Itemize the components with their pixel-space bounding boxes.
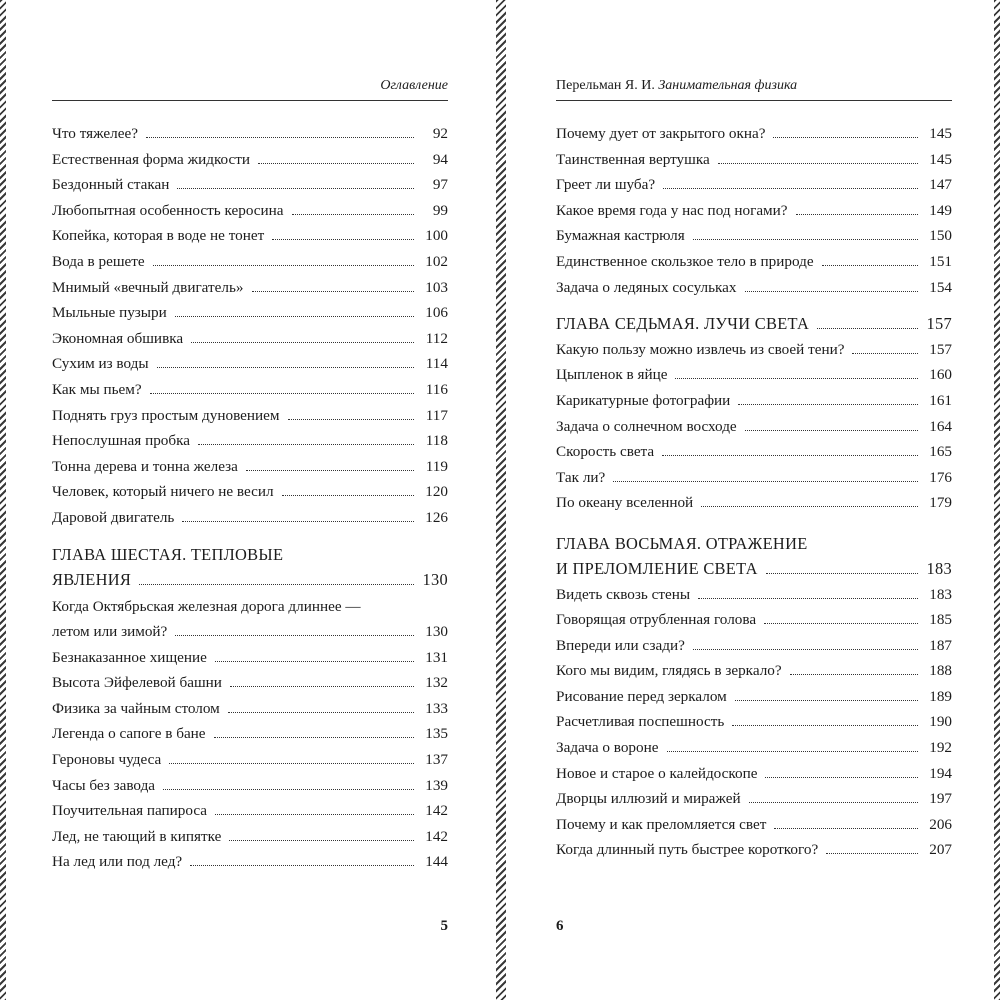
entry-title: По океану вселенной xyxy=(556,494,694,512)
page-ref: 139 xyxy=(425,776,448,794)
page-ref: 197 xyxy=(929,790,952,808)
toc-row[interactable] xyxy=(556,465,952,491)
dot-leader xyxy=(662,455,918,456)
entry-title: Карикатурные фотографии xyxy=(556,391,731,409)
left-page xyxy=(52,0,448,1000)
toc-row[interactable] xyxy=(52,249,448,275)
dot-leader xyxy=(153,265,414,266)
running-head xyxy=(556,78,952,98)
header-rule xyxy=(556,100,952,101)
entry-title: Безнаказанное хищение xyxy=(52,648,207,666)
page-ref: 103 xyxy=(425,278,448,296)
dot-leader xyxy=(693,649,918,650)
dot-leader xyxy=(773,137,918,138)
page-ref: 144 xyxy=(425,853,448,871)
page-ref: 137 xyxy=(425,751,448,769)
toc-entries xyxy=(52,645,448,875)
page-edge-right xyxy=(994,0,1000,1000)
chapter-title: ГЛАВА СЕДЬМАЯ. ЛУЧИ СВЕТА xyxy=(556,314,810,334)
page-ref: 161 xyxy=(929,391,952,409)
dot-leader xyxy=(663,188,918,189)
toc-row[interactable] xyxy=(52,721,448,747)
dot-leader xyxy=(852,353,918,354)
page-ref: 94 xyxy=(432,150,448,168)
toc-row[interactable] xyxy=(556,786,952,812)
entry-title: Сухим из воды xyxy=(52,355,149,373)
dot-leader xyxy=(749,802,918,803)
running-head-author: Перельман Я. И. xyxy=(556,78,655,93)
entry-title: Героновы чудеса xyxy=(52,751,162,769)
page-ref: 100 xyxy=(425,227,448,245)
right-page xyxy=(556,0,952,1000)
toc-row[interactable] xyxy=(556,633,952,659)
page-ref: 187 xyxy=(929,636,952,654)
toc-row[interactable] xyxy=(52,773,448,799)
toc-row[interactable] xyxy=(556,837,952,863)
page-ref: 142 xyxy=(425,827,448,845)
header-rule xyxy=(52,100,448,101)
dot-leader xyxy=(182,521,414,522)
toc-row[interactable] xyxy=(52,223,448,249)
toc-row[interactable] xyxy=(52,403,448,429)
page-ref: 188 xyxy=(929,662,952,680)
dot-leader xyxy=(169,763,414,764)
entry-title: Копейка, которая в воде не тонет xyxy=(52,227,265,245)
dot-leader xyxy=(693,239,918,240)
dot-leader xyxy=(198,444,414,445)
page-ref: 154 xyxy=(929,278,952,296)
page-number: 6 xyxy=(556,918,564,934)
dot-leader xyxy=(139,584,414,585)
toc-row[interactable] xyxy=(556,147,952,173)
toc-row[interactable] xyxy=(556,812,952,838)
dot-leader xyxy=(214,737,414,738)
entry-title: Как мы пьем? xyxy=(52,380,142,398)
page-ref: 160 xyxy=(929,366,952,384)
dot-leader xyxy=(745,291,919,292)
chapter-heading xyxy=(556,311,952,337)
toc-row[interactable] xyxy=(556,275,952,301)
page-ref: 151 xyxy=(929,252,952,270)
toc-row[interactable] xyxy=(52,567,448,593)
entry-title: Поднять груз простым дуновением xyxy=(52,406,280,424)
toc-row[interactable] xyxy=(556,607,952,633)
page-ref: 112 xyxy=(425,329,448,347)
toc-entries xyxy=(556,121,952,300)
toc-row[interactable] xyxy=(556,684,952,710)
toc-row[interactable] xyxy=(556,658,952,684)
entry-title: Что тяжелее? xyxy=(52,125,138,142)
toc-entry-multiline[interactable] xyxy=(52,595,448,645)
toc-row[interactable] xyxy=(52,377,448,403)
dot-leader xyxy=(774,828,918,829)
toc-row[interactable] xyxy=(556,490,952,516)
dot-leader xyxy=(229,840,414,841)
toc-entries xyxy=(556,337,952,516)
dot-leader xyxy=(146,137,414,138)
entry-title-line2: летом или зимой? xyxy=(52,623,168,641)
entry-title: На лед или под лед? xyxy=(52,853,183,871)
page-ref: 192 xyxy=(929,739,952,757)
page-ref: 165 xyxy=(929,443,952,461)
toc-row[interactable] xyxy=(556,249,952,275)
dot-leader xyxy=(252,291,414,292)
page-ref: 206 xyxy=(929,815,952,833)
entry-title: Экономная обшивка xyxy=(52,329,184,347)
page-ref: 183 xyxy=(929,585,952,603)
entry-title: Человек, который ничего не весил xyxy=(52,483,274,501)
page-ref: 185 xyxy=(929,611,952,629)
entry-title: Часы без завода xyxy=(52,776,156,794)
entry-title: Высота Эйфелевой башни xyxy=(52,674,222,692)
dot-leader xyxy=(817,328,918,329)
page-ref: 131 xyxy=(425,648,448,666)
entry-title: Греет ли шуба? xyxy=(556,176,656,194)
dot-leader xyxy=(190,865,414,866)
dot-leader xyxy=(215,661,414,662)
page-number: 5 xyxy=(440,918,448,934)
page-ref: 179 xyxy=(929,494,952,512)
page-ref: 194 xyxy=(929,764,952,782)
toc-row[interactable] xyxy=(556,337,952,363)
dot-leader xyxy=(292,214,414,215)
toc-row[interactable] xyxy=(52,479,448,505)
dot-leader xyxy=(215,814,414,815)
chapter-title-line1: ГЛАВА ШЕСТАЯ. ТЕПЛОВЫЕ xyxy=(52,544,284,564)
toc-row[interactable] xyxy=(556,172,952,198)
entry-title: Говорящая отрубленная голова xyxy=(556,611,757,629)
page-ref: 157 xyxy=(929,340,952,358)
page-ref: 126 xyxy=(425,508,448,526)
entry-title: Вода в решете xyxy=(52,252,145,270)
entry-title: Так ли? xyxy=(556,468,606,486)
entry-title: Скорость света xyxy=(556,443,655,461)
toc-list xyxy=(52,121,448,875)
entry-title-line1: Когда Октябрьская железная дорога длиннее — xyxy=(52,598,361,616)
running-head-title: Занимательная физика xyxy=(658,78,798,93)
toc-entries xyxy=(556,582,952,864)
toc-row[interactable] xyxy=(52,275,448,301)
page-ref: 118 xyxy=(425,432,448,450)
entry-title: Почему дует от закрытого окна? xyxy=(556,125,766,142)
toc-row[interactable] xyxy=(52,351,448,377)
dot-leader xyxy=(288,419,415,420)
dot-leader xyxy=(732,725,918,726)
running-head: Оглавление xyxy=(380,78,448,93)
page-ref: 117 xyxy=(425,406,448,424)
dot-leader xyxy=(764,623,918,624)
page-ref: 135 xyxy=(425,725,448,743)
dot-leader xyxy=(766,573,918,574)
page-ref: 183 xyxy=(926,558,952,578)
entry-title: Впереди или сзади? xyxy=(556,636,685,654)
toc-row[interactable] xyxy=(52,326,448,352)
toc-row[interactable] xyxy=(52,454,448,480)
entry-title: Кого мы видим, глядясь в зеркало? xyxy=(556,662,782,680)
page-ref: 120 xyxy=(425,483,448,501)
entry-title: Цыпленок в яйце xyxy=(556,366,668,384)
page-ref: 130 xyxy=(425,623,448,641)
toc-row[interactable] xyxy=(556,414,952,440)
page-ref: 176 xyxy=(929,468,952,486)
page-ref: 157 xyxy=(926,314,952,334)
dot-leader xyxy=(163,789,414,790)
toc-row[interactable] xyxy=(556,761,952,787)
dot-leader xyxy=(175,316,414,317)
toc-row[interactable] xyxy=(556,223,952,249)
dot-leader xyxy=(150,393,414,394)
dot-leader xyxy=(745,430,918,431)
chapter-heading xyxy=(52,543,448,593)
chapter-title-line1: ГЛАВА ВОСЬМАЯ. ОТРАЖЕНИЕ xyxy=(556,533,808,553)
toc-row[interactable] xyxy=(52,505,448,531)
dot-leader xyxy=(228,712,414,713)
page-ref: 106 xyxy=(425,304,448,322)
dot-leader xyxy=(175,635,414,636)
page-ref: 97 xyxy=(432,176,448,194)
dot-leader xyxy=(822,265,918,266)
page-ref: 142 xyxy=(425,802,448,820)
entry-title: Новое и старое о калейдоскопе xyxy=(556,764,758,782)
dot-leader xyxy=(698,598,918,599)
page-ref: 116 xyxy=(425,380,448,398)
dot-leader xyxy=(613,481,918,482)
toc-row[interactable] xyxy=(52,147,448,173)
entry-title: Легенда о сапоге в бане xyxy=(52,725,206,743)
entry-title: Таинственная вертушка xyxy=(556,150,710,168)
toc-row xyxy=(52,619,448,645)
entry-title: Тонна дерева и тонна железа xyxy=(52,457,238,475)
page-ref: 145 xyxy=(929,150,952,168)
page-ref: 145 xyxy=(929,125,952,142)
entry-title: Дворцы иллюзий и миражей xyxy=(556,790,741,808)
page-ref: 207 xyxy=(929,841,952,859)
entry-title: Физика за чайным столом xyxy=(52,699,220,717)
entry-title: Когда длинный путь быстрее короткого? xyxy=(556,841,819,859)
book-spine xyxy=(496,0,506,1000)
dot-leader xyxy=(191,342,414,343)
toc-row[interactable] xyxy=(556,709,952,735)
toc-row[interactable] xyxy=(556,582,952,608)
entry-title: Даровой двигатель xyxy=(52,508,175,526)
page-ref: 92 xyxy=(432,125,448,142)
page-ref: 114 xyxy=(425,355,448,373)
entry-title: Поучительная папироса xyxy=(52,802,208,820)
dot-leader xyxy=(826,853,918,854)
toc-row[interactable] xyxy=(556,556,952,582)
toc-row[interactable] xyxy=(52,198,448,224)
page-ref: 190 xyxy=(929,713,952,731)
page-ref: 102 xyxy=(425,252,448,270)
page-ref: 133 xyxy=(425,699,448,717)
dot-leader xyxy=(701,506,918,507)
dot-leader xyxy=(765,777,918,778)
entry-title: Единственное скользкое тело в природе xyxy=(556,252,814,270)
page-ref: 149 xyxy=(929,201,952,219)
entry-title: Какую пользу можно извлечь из своей тени? xyxy=(556,340,845,358)
toc-row[interactable] xyxy=(52,121,448,147)
toc-row[interactable] xyxy=(52,824,448,850)
chapter-title-line2: ЯВЛЕНИЯ xyxy=(52,569,132,589)
toc-row[interactable] xyxy=(556,311,952,337)
toc-row[interactable] xyxy=(556,735,952,761)
page-ref: 130 xyxy=(422,569,448,589)
page-ref: 150 xyxy=(929,227,952,245)
toc-row[interactable] xyxy=(52,645,448,671)
toc-row[interactable] xyxy=(556,362,952,388)
toc-row[interactable] xyxy=(52,300,448,326)
dot-leader xyxy=(667,751,919,752)
toc-row[interactable] xyxy=(52,849,448,875)
entry-title: Бездонный стакан xyxy=(52,176,170,194)
entry-title: Задача о вороне xyxy=(556,739,659,757)
dot-leader xyxy=(675,378,918,379)
entry-title: Видеть сквозь стены xyxy=(556,585,691,603)
chapter-title-line2: И ПРЕЛОМЛЕНИЕ СВЕТА xyxy=(556,558,758,578)
page-edge-left xyxy=(0,0,6,1000)
entry-title: Задача о солнечном восходе xyxy=(556,417,737,435)
toc-row[interactable] xyxy=(556,198,952,224)
entry-title: Бумажная кастрюля xyxy=(556,227,685,245)
dot-leader xyxy=(738,404,918,405)
toc-row[interactable] xyxy=(52,747,448,773)
dot-leader xyxy=(230,686,414,687)
page-ref: 164 xyxy=(929,417,952,435)
chapter-heading xyxy=(556,532,952,582)
toc-row[interactable] xyxy=(52,670,448,696)
entry-title: Рисование перед зеркалом xyxy=(556,687,727,705)
entry-title: Задача о ледяных сосульках xyxy=(556,278,737,296)
toc-row[interactable] xyxy=(52,172,448,198)
entry-title: Почему и как преломляется свет xyxy=(556,815,767,833)
dot-leader xyxy=(282,495,414,496)
toc-row[interactable] xyxy=(556,121,952,147)
page-ref: 119 xyxy=(425,457,448,475)
entry-title: Какое время года у нас под ногами? xyxy=(556,201,788,219)
page-ref: 132 xyxy=(425,674,448,692)
dot-leader xyxy=(177,188,414,189)
entry-title: Мыльные пузыри xyxy=(52,304,167,322)
dot-leader xyxy=(796,214,918,215)
dot-leader xyxy=(157,367,414,368)
entry-title: Непослушная пробка xyxy=(52,432,191,450)
dot-leader xyxy=(258,163,414,164)
entry-title: Расчетливая поспешность xyxy=(556,713,725,731)
page-ref: 189 xyxy=(929,687,952,705)
toc-row[interactable] xyxy=(556,439,952,465)
toc-entries xyxy=(52,121,448,531)
entry-title: Лед, не тающий в кипятке xyxy=(52,827,222,845)
entry-title: Естественная форма жидкости xyxy=(52,150,251,168)
dot-leader xyxy=(790,674,918,675)
dot-leader xyxy=(718,163,918,164)
entry-title: Любопытная особенность керосина xyxy=(52,201,284,219)
page-ref: 99 xyxy=(432,201,448,219)
toc-row[interactable] xyxy=(52,798,448,824)
dot-leader xyxy=(272,239,414,240)
toc-list xyxy=(556,121,952,863)
page-ref: 147 xyxy=(929,176,952,194)
dot-leader xyxy=(735,700,918,701)
toc-row[interactable] xyxy=(556,388,952,414)
toc-row[interactable] xyxy=(52,428,448,454)
toc-row[interactable] xyxy=(52,696,448,722)
entry-title: Мнимый «вечный двигатель» xyxy=(52,278,244,296)
dot-leader xyxy=(246,470,414,471)
